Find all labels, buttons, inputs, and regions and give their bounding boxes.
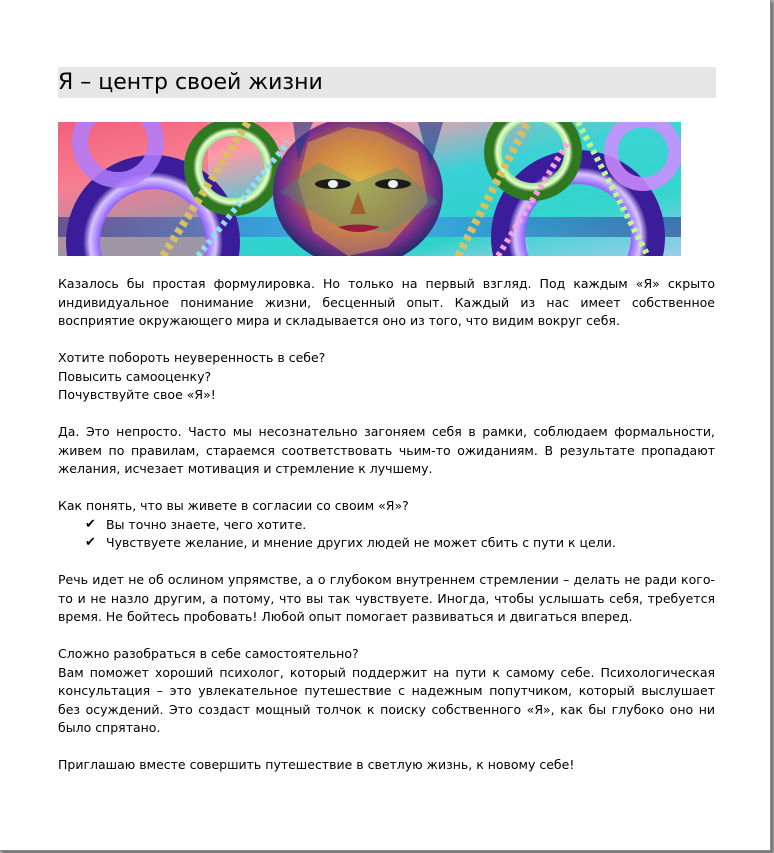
question-self-esteem: Повысить самооценку? bbox=[58, 368, 212, 384]
list-item-text: Чувствуете желание, и мнение других людей не может сбить с пути к цели. bbox=[106, 535, 616, 550]
list-item bbox=[85, 516, 715, 535]
question-insecurity: Хотите побороть неуверенность в себе? bbox=[58, 350, 326, 365]
banner-image bbox=[58, 122, 681, 256]
question-harmony: Как понять, что вы живете в согласии со своим «Я»? bbox=[58, 498, 409, 513]
paragraph-frames: Да. Это непросто. Часто мы несознательно загоняем себя в рамки, соблюдаем формальности, живем по правилам, стараемся соответствовать чьим-то ожиданиям. В результате пропадают желания, исчезает мотивация и стремление к лучшему. bbox=[58, 424, 715, 476]
list-item-text: Вы точно знаете, чего хотите. bbox=[106, 516, 307, 532]
document-title: Я – центр своей жизни bbox=[58, 67, 716, 98]
checkmark-icon: ✔ bbox=[85, 516, 96, 532]
paragraph-stubbornness: Речь идет не об ослином упрямстве, а о глубоком внутреннем стремлении – делать не ради кого-то и не назло другим, а потому, что вы так чувствуете. Иногда, чтобы услышать себя, требуется время. Не бойтесь пробовать! Любой опыт помогает развиваться и двигаться вперед. bbox=[58, 572, 715, 624]
document-text bbox=[58, 275, 715, 775]
checklist bbox=[58, 516, 715, 553]
checkmark-icon: ✔ bbox=[85, 535, 96, 550]
paragraph-intro: Казалось бы простая формулировка. Но только на первый взгляд. Под каждым «Я» скрыто индивидуальное понимание жизни, бесценный опыт. Каждый из нас имеет собственное восприятие окружающего мира и складывается оно из того, что видим вокруг себя. bbox=[58, 276, 715, 328]
list-item bbox=[85, 534, 715, 553]
paragraph-invitation: Приглашаю вместе совершить путешествие в светлую жизнь, к новому себе! bbox=[58, 757, 575, 772]
paragraph-psychologist: Вам поможет хороший психолог, который поддержит на пути к самому себе. Психологическая консультация – это увлекательное путешествие с надежным попутчиком, который выслушает без осуждений. Это создаст мощный толчок к поиску собственного «Я», как бы глубоко оно ни было спрятано. bbox=[58, 664, 715, 735]
call-feel-self: Почувствуйте свое «Я»! bbox=[58, 387, 216, 402]
question-alone: Сложно разобраться в себе самостоятельно? bbox=[58, 646, 359, 661]
